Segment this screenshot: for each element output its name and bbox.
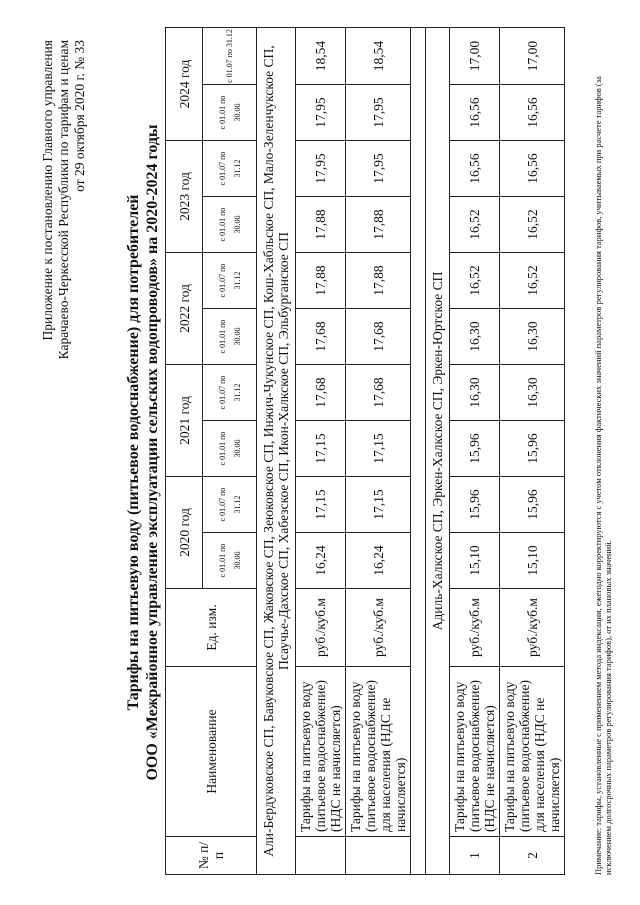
row-num [346,837,411,875]
row-unit: руб./куб.м [500,589,565,667]
row-value: 15,96 [450,477,500,533]
title-line-2: ООО «Межрайонное управление эксплуатации сельских водопроводов» на 2020-2024 годы [144,124,161,781]
row-value: 17,15 [346,477,411,533]
group-1-settlements: Али-Бердуковское СП, Бавуковское СП, Жаковское СП, Зеюковское СП, Инжич-Чукунское СП, Кош-Хабльское СП, Мало-Зеленчукское СП, Псаучье-Дахское СП, Хабезское СП, Икон-Халкское СП, Эльбурганское СП [257,28,296,875]
footnote: Примечание: тарифы, установленные с применением метода индексации, ежегодно корректируются с учетом отклонения фактических значений параметров регулирования тарифов, учитываемых при расчете тарифов (за исключением долгосрочных параметров регулирования тарифов), от их плановых значений. [593,76,613,875]
header-year-2022: 2022 год [166,253,203,365]
row-value: 16,30 [500,309,565,365]
header-period-2024-h2: с 01.07 по 31.12 [203,28,257,85]
row-value: 17,15 [346,421,411,477]
row-name: Тарифы на питьевую воду (питьевое водоснабжение) для населения (НДС не начисляется) [346,667,411,837]
header-row-years [166,28,203,875]
row-value: 16,24 [296,533,346,589]
table-row [296,28,346,875]
row-unit: руб./куб.м [450,589,500,667]
table-row [346,28,411,875]
row-value: 18,54 [296,28,346,85]
group-gap [411,28,426,875]
header-period-2021-h1: с 01.01 по 30.06 [203,421,257,477]
header-period-2023-h2: с 01.07 по 31.12 [203,141,257,197]
header-year-2024: 2024 год [166,28,203,141]
document-title [124,0,162,905]
row-value: 17,68 [296,365,346,421]
group-2-settlements: Адиль-Халкское СП, Эркен-Халкское СП, Эркен-Юртское СП [426,28,450,875]
header-period-2020-h2: с 01.07 по 31.12 [203,477,257,533]
row-value: 16,52 [450,253,500,309]
header-year-2023: 2023 год [166,141,203,253]
row-unit: руб./куб.м [296,589,346,667]
header-unit: Ед. изм. [166,589,257,667]
row-value: 17,95 [296,141,346,197]
row-name: Тарифы на питьевую воду (питьевое водоснабжение) (НДС не начисляется) [296,667,346,837]
row-value: 15,96 [450,421,500,477]
group-header-row [257,28,296,875]
row-value: 15,10 [450,533,500,589]
appendix-line-3: от 29 октября 2020 г. № 33 [72,40,87,192]
group-header-row [426,28,450,875]
row-value: 17,68 [346,309,411,365]
header-name: Наименование [166,667,257,837]
title-line-1: Тарифы на питьевую воду (питьевое водоснабжение) для потребителей [125,194,142,711]
header-period-2020-h1: с 01.01 по 30.06 [203,533,257,589]
header-year-2021: 2021 год [166,365,203,477]
row-value: 16,52 [450,197,500,253]
row-value: 17,88 [296,253,346,309]
row-name: Тарифы на питьевую воду (питьевое водоснабжение) для населения (НДС не начисляется) [500,667,565,837]
row-value: 15,96 [500,477,565,533]
row-value: 17,15 [296,421,346,477]
tariff-table [165,27,565,875]
appendix-note [40,40,88,359]
row-value: 17,68 [296,309,346,365]
header-period-2024-h1: с 01.01 по 30.06 [203,85,257,141]
row-num [296,837,346,875]
row-value: 17,88 [346,197,411,253]
row-value: 16,24 [346,533,411,589]
row-unit: руб./куб.м [346,589,411,667]
row-value: 16,56 [450,141,500,197]
header-period-2022-h2: с 01.07 по 31.12 [203,253,257,309]
row-value: 16,30 [450,365,500,421]
row-value: 16,52 [500,197,565,253]
row-value: 17,88 [346,253,411,309]
row-value: 17,00 [450,28,500,85]
row-value: 16,56 [500,141,565,197]
row-value: 16,56 [450,85,500,141]
table-row [450,28,500,875]
header-year-2020: 2020 год [166,477,203,589]
row-value: 17,68 [346,365,411,421]
table-row [500,28,565,875]
row-value: 17,95 [346,141,411,197]
row-value: 17,00 [500,28,565,85]
row-num: 2 [500,837,565,875]
header-period-2021-h2: с 01.07 по 31.12 [203,365,257,421]
appendix-line-1: Приложение к постановлению Главного управления [40,40,55,341]
header-num: № п/п [166,837,257,875]
row-value: 17,88 [296,197,346,253]
row-value: 15,10 [500,533,565,589]
row-name: Тарифы на питьевую воду (питьевое водоснабжение) (НДС не начисляется) [450,667,500,837]
header-period-2022-h1: с 01.01 по 30.06 [203,309,257,365]
row-value: 16,52 [500,253,565,309]
row-value: 16,30 [500,365,565,421]
row-value: 17,15 [296,477,346,533]
row-value: 15,96 [500,421,565,477]
row-value: 18,54 [346,28,411,85]
row-value: 16,56 [500,85,565,141]
header-period-2023-h1: с 01.01 по 30.06 [203,197,257,253]
row-value: 17,95 [346,85,411,141]
row-value: 17,95 [296,85,346,141]
row-value: 16,30 [450,309,500,365]
appendix-line-2: Карачаево-Черкесской Республики по тарифам и ценам [56,40,71,360]
row-num: 1 [450,837,500,875]
